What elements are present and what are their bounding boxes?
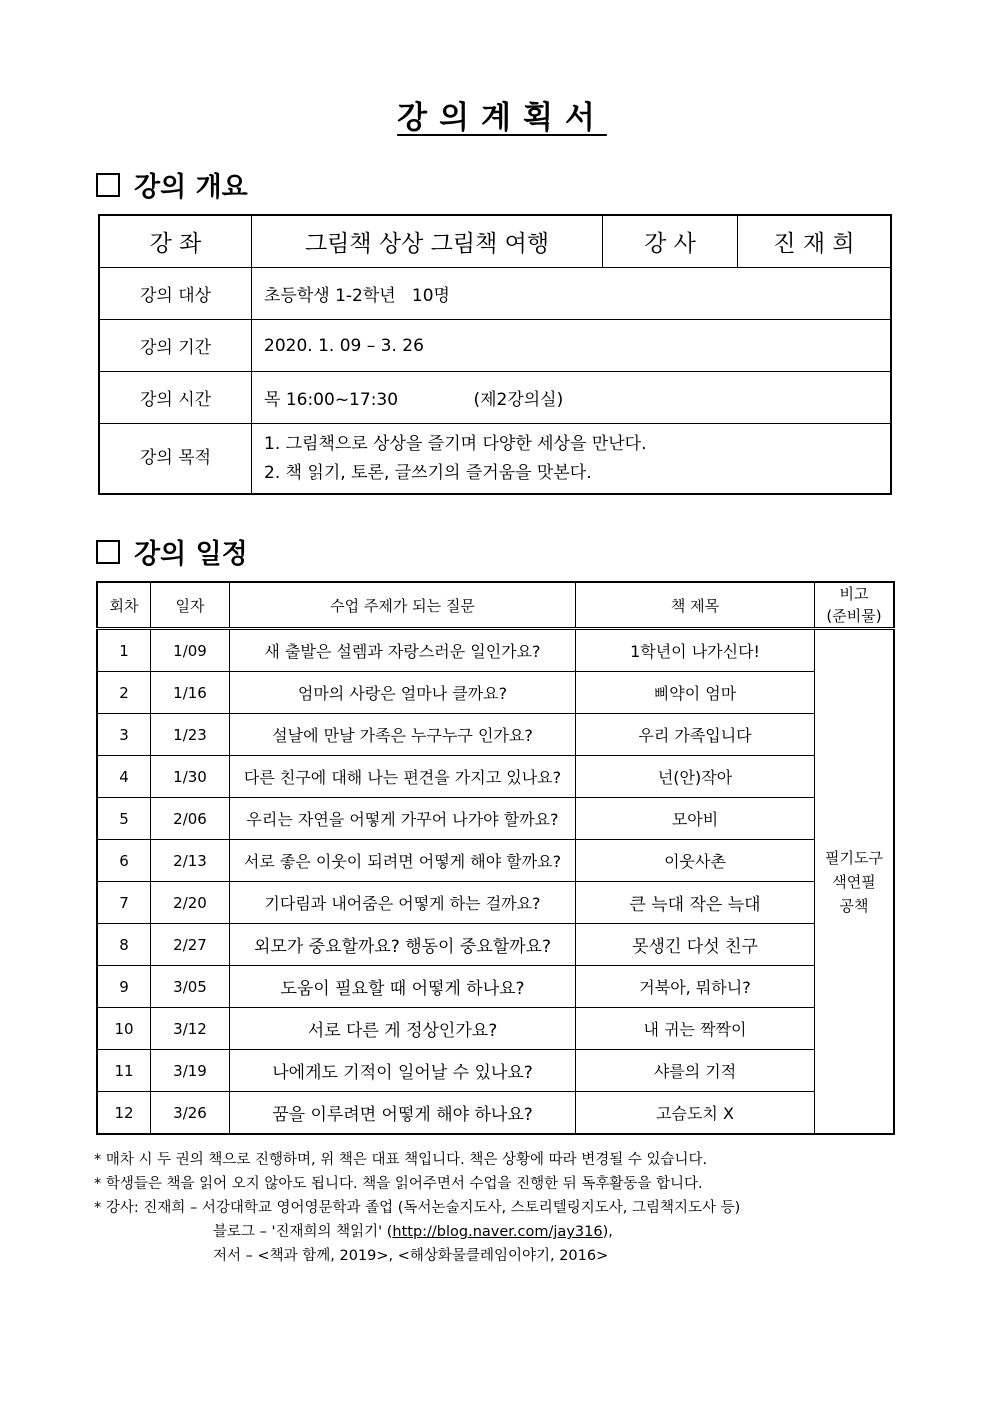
session-number: 3 — [97, 714, 151, 756]
note-line-4 — [94, 1220, 740, 1244]
purpose-line-2: 2. 책 읽기, 토론, 글쓰기의 즐거움을 맛본다. — [264, 462, 592, 483]
table-row — [97, 1050, 894, 1092]
supplies-cell — [815, 629, 895, 1135]
checkbox-square-icon — [96, 173, 120, 197]
period-label: 강의 기간 — [99, 320, 252, 372]
footnotes — [94, 1148, 740, 1268]
table-row — [97, 1092, 894, 1135]
table-row — [97, 1008, 894, 1050]
session-book: 삐약이 엄마 — [576, 672, 815, 714]
table-row — [97, 840, 894, 882]
purpose-label: 강의 목적 — [99, 424, 252, 495]
session-question: 엄마의 사랑은 얼마나 클까요? — [230, 672, 576, 714]
session-question: 외모가 중요할까요? 행동이 중요할까요? — [230, 924, 576, 966]
session-date: 1/23 — [151, 714, 230, 756]
session-number: 1 — [97, 629, 151, 672]
session-question: 나에게도 기적이 일어날 수 있나요? — [230, 1050, 576, 1092]
checkbox-square-icon — [96, 540, 120, 564]
session-number: 5 — [97, 798, 151, 840]
target-value: 초등학생 1-2학년 10명 — [252, 268, 892, 320]
instructor-label: 강 사 — [603, 215, 738, 268]
session-date: 2/06 — [151, 798, 230, 840]
session-book: 모아비 — [576, 798, 815, 840]
document-title: 강의계획서 — [397, 100, 607, 136]
session-date: 1/16 — [151, 672, 230, 714]
session-number: 4 — [97, 756, 151, 798]
session-date: 1/09 — [151, 629, 230, 672]
session-question: 서로 다른 게 정상인가요? — [230, 1008, 576, 1050]
session-number: 2 — [97, 672, 151, 714]
supply-item: 공책 — [839, 896, 869, 915]
table-row — [97, 629, 894, 672]
header-note-line-1: 비고 — [839, 585, 869, 603]
course-value: 그림책 상상 그림책 여행 — [252, 215, 603, 268]
room-value: (제2강의실) — [473, 390, 564, 410]
overview-table — [98, 214, 892, 495]
target-row — [99, 268, 891, 320]
session-book: 거북아, 뭐하니? — [576, 966, 815, 1008]
table-row — [97, 882, 894, 924]
session-question: 꿈을 이루려면 어떻게 해야 하나요? — [230, 1092, 576, 1135]
schedule-table — [96, 581, 895, 1135]
target-label: 강의 대상 — [99, 268, 252, 320]
header-date: 일자 — [151, 582, 230, 629]
session-date: 3/26 — [151, 1092, 230, 1135]
session-number: 11 — [97, 1050, 151, 1092]
table-row — [97, 672, 894, 714]
period-row — [99, 320, 891, 372]
session-book: 넌(안)작아 — [576, 756, 815, 798]
session-number: 9 — [97, 966, 151, 1008]
period-value: 2020. 1. 09 – 3. 26 — [252, 320, 892, 372]
session-book: 내 귀는 짝짝이 — [576, 1008, 815, 1050]
time-value-cell — [252, 372, 892, 424]
table-row — [97, 966, 894, 1008]
session-book: 샤를의 기적 — [576, 1050, 815, 1092]
purpose-line-1: 1. 그림책으로 상상을 즐기며 다양한 세상을 만난다. — [264, 433, 647, 454]
header-book: 책 제목 — [576, 582, 815, 629]
session-book: 우리 가족입니다 — [576, 714, 815, 756]
session-book: 1학년이 나가신다! — [576, 629, 815, 672]
note-line-3: * 강사: 진재희 – 서강대학교 영어영문학과 졸업 (독서논술지도사, 스토리텔링지도사, 그림책지도사 등) — [94, 1200, 741, 1216]
course-label: 강 좌 — [99, 215, 252, 268]
overview-header-row — [99, 215, 891, 268]
blog-prefix: 블로그 – '진재희의 책읽기' ( — [213, 1224, 393, 1240]
session-date: 2/27 — [151, 924, 230, 966]
header-note — [815, 582, 895, 629]
session-question: 도움이 필요할 때 어떻게 하나요? — [230, 966, 576, 1008]
session-date: 2/13 — [151, 840, 230, 882]
table-row — [97, 714, 894, 756]
session-date: 3/19 — [151, 1050, 230, 1092]
header-note-line-2: (준비물) — [826, 607, 882, 625]
table-row — [97, 924, 894, 966]
note-line-1: * 매차 시 두 권의 책으로 진행하며, 위 책은 대표 책입니다. 책은 상황에 따라 변경될 수 있습니다. — [94, 1152, 708, 1168]
session-book: 못생긴 다섯 친구 — [576, 924, 815, 966]
session-book: 고슴도치 X — [576, 1092, 815, 1135]
session-date: 1/30 — [151, 756, 230, 798]
session-number: 8 — [97, 924, 151, 966]
session-question: 서로 좋은 이웃이 되려면 어떻게 해야 할까요? — [230, 840, 576, 882]
blog-link[interactable]: http://blog.naver.com/jay316 — [392, 1224, 603, 1240]
session-book: 큰 늑대 작은 늑대 — [576, 882, 815, 924]
session-book: 이웃사촌 — [576, 840, 815, 882]
time-label: 강의 시간 — [99, 372, 252, 424]
session-number: 6 — [97, 840, 151, 882]
session-date: 2/20 — [151, 882, 230, 924]
session-question: 우리는 자연을 어떻게 가꾸어 나가야 할까요? — [230, 798, 576, 840]
session-date: 3/05 — [151, 966, 230, 1008]
note-line-5: 저서 – <책과 함께, 2019>, <해상화물클레임이야기, 2016> — [213, 1248, 609, 1264]
header-no: 회차 — [97, 582, 151, 629]
time-value: 목 16:00~17:30 — [264, 390, 399, 410]
instructor-value: 진 재 희 — [738, 215, 892, 268]
session-question: 새 출발은 설렘과 자랑스러운 일인가요? — [230, 629, 576, 672]
table-row — [97, 756, 894, 798]
note-line-2: * 학생들은 책을 읽어 오지 않아도 됩니다. 책을 읽어주면서 수업을 진행한 뒤 독후활동을 합니다. — [94, 1176, 703, 1192]
time-row — [99, 372, 891, 424]
header-question: 수업 주제가 되는 질문 — [230, 582, 576, 629]
supply-item: 색연필 — [832, 872, 876, 891]
supply-item: 필기도구 — [825, 848, 883, 867]
session-number: 7 — [97, 882, 151, 924]
session-number: 12 — [97, 1092, 151, 1135]
blog-suffix: ), — [602, 1224, 613, 1240]
section-overview-heading: 강의 개요 — [96, 165, 248, 204]
session-number: 10 — [97, 1008, 151, 1050]
session-date: 3/12 — [151, 1008, 230, 1050]
section-schedule-heading: 강의 일정 — [96, 532, 248, 571]
session-question: 기다림과 내어줌은 어떻게 하는 걸까요? — [230, 882, 576, 924]
table-row — [97, 798, 894, 840]
schedule-header-row — [97, 582, 894, 629]
purpose-value — [252, 424, 892, 495]
session-question: 다른 친구에 대해 나는 편견을 가지고 있나요? — [230, 756, 576, 798]
session-question: 설날에 만날 가족은 누구누구 인가요? — [230, 714, 576, 756]
purpose-row — [99, 424, 891, 495]
